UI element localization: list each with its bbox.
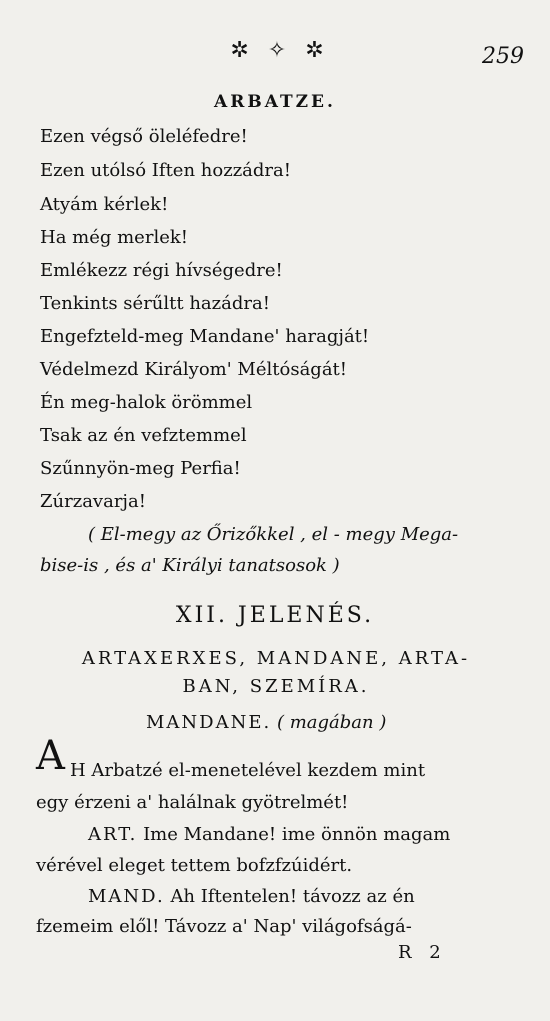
decorative-ornament-icon: ✲ ✧ ✲ bbox=[230, 38, 330, 63]
verse-line: Ezen végső öleléfedre! bbox=[40, 126, 248, 147]
dialogue-speaker: ART. bbox=[88, 824, 138, 845]
verse-line: Védelmezd Királyom' Méltóságát! bbox=[40, 359, 348, 380]
signature-mark: R 2 bbox=[398, 942, 447, 963]
stage-direction: ( El-megy az Őrizőkkel , el - megy Mega- bbox=[88, 524, 459, 545]
verse-line: Emlékezz régi hívségedre! bbox=[40, 260, 283, 281]
verse-line: Ezen utólsó Iften hozzádra! bbox=[40, 160, 291, 181]
dialogue-line: H Arbatzé el-menetelével kezdem mint bbox=[70, 760, 426, 781]
subheading-speaker: MANDANE. bbox=[146, 712, 272, 733]
verse-line: Tenkints sérűltt hazádra! bbox=[40, 293, 270, 314]
speaker-heading: ARBATZE. bbox=[214, 92, 336, 112]
verse-line: Ha még merlek! bbox=[40, 227, 188, 248]
subheading-direction: ( magában ) bbox=[276, 712, 387, 733]
drop-cap: A bbox=[36, 733, 65, 779]
dialogue-text: Ah Iftentelen! távozz az én bbox=[170, 886, 415, 907]
dialogue-speaker: MAND. bbox=[88, 886, 165, 907]
cast-list: BAN, SZEMÍRA. bbox=[182, 676, 370, 697]
verse-line: Atyám kérlek! bbox=[40, 194, 169, 215]
verse-line: Én meg-halok örömmel bbox=[40, 392, 253, 413]
page-number: 259 bbox=[482, 44, 524, 69]
verse-line: Tsak az én vefztemmel bbox=[40, 425, 247, 446]
scene-title: XII. JELENÉS. bbox=[175, 603, 375, 628]
dialogue-line: vérével eleget tettem bofzfzúidért. bbox=[36, 855, 353, 876]
dialogue-text: Ime Mandane! ime önnön magam bbox=[143, 824, 451, 845]
cast-list: ARTAXERXES, MANDANE, ARTA- bbox=[81, 648, 471, 669]
verse-line: Zúrzavarja! bbox=[40, 491, 146, 512]
dialogue-line bbox=[88, 886, 415, 907]
stage-direction: bise-is , és a' Királyi tanatsosok ) bbox=[40, 555, 340, 576]
dialogue-line: egy érzeni a' halálnak gyötrelmét! bbox=[36, 792, 349, 813]
verse-line: Engefzteld-meg Mandane' haragját! bbox=[40, 326, 370, 347]
verse-line: Szűnnyön-meg Perfia! bbox=[40, 458, 241, 479]
dialogue-line: fzemeim elől! Távozz a' Nap' világofságá- bbox=[36, 916, 412, 937]
scene-subheading bbox=[146, 712, 386, 733]
dialogue-line bbox=[88, 824, 450, 845]
